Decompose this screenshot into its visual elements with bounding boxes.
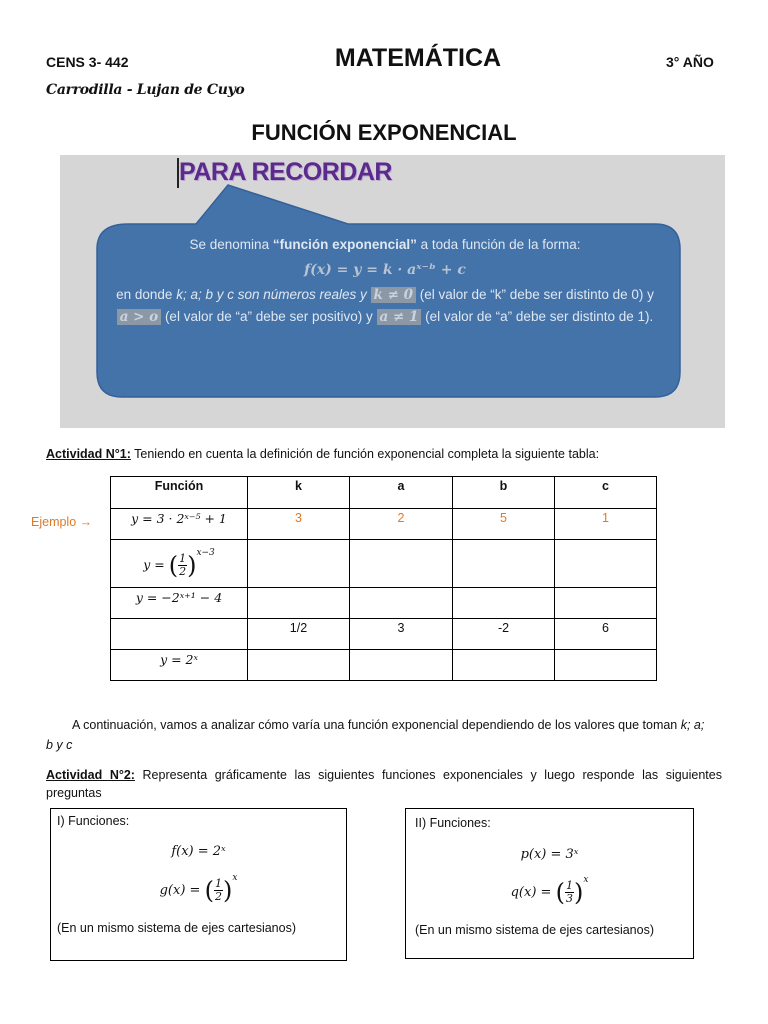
subject-title: MATEMÁTICA (334, 44, 502, 72)
c-cell[interactable] (555, 588, 657, 619)
box1-function-g: g(x) = ( $\frac{1}{2}$ )$^x$ (159, 873, 238, 905)
k-cell: 3 (248, 509, 350, 540)
table-row (111, 540, 657, 588)
school-location: Carrodilla - Lujan de Cuyo (46, 82, 245, 98)
header-a: a (350, 477, 453, 509)
speech-bubble (0, 0, 768, 430)
table-row (111, 509, 657, 540)
intro-paragraph: A continuación, vamos a analizar cómo varía una función exponencial dependiendo de los valores que toman k; a; b y c (46, 718, 705, 752)
box2-function-q: q(x) = ( $\frac{1}{3}$ )$^x$ (510, 875, 589, 907)
b-cell: -2 (453, 619, 555, 650)
a-cell[interactable] (350, 650, 453, 681)
definition-text: Se denomina “función exponencial” a toda función de la forma: f(x) = y = k · aˣ⁻ᵇ + c en donde k; a; b y c son números reales y k ≠ 0 (el valor de “k” debe ser distinto de 0) y a > o (el valor de “a” debe ser positivo) y a ≠ 1 (el valor de “a” debe ser distinto de 1). (110, 234, 660, 328)
condition-k: k ≠ 0 (371, 287, 416, 303)
table-header-row (111, 477, 657, 509)
a-cell: 2 (350, 509, 453, 540)
box2-function-p: p(x) = 3ˣ (520, 847, 579, 862)
box1-title: I) Funciones: (57, 814, 130, 828)
exponential-table (110, 476, 657, 681)
condition-a-not-one: a ≠ 1 (377, 309, 422, 325)
c-cell[interactable] (555, 540, 657, 588)
example-label: Ejemplo → (31, 515, 93, 529)
header-c: c (555, 477, 657, 509)
condition-a-positive: a > o (117, 309, 161, 325)
header-b: b (453, 477, 555, 509)
general-formula: f(x) = y = k · aˣ⁻ᵇ + c (304, 262, 466, 278)
b-cell[interactable] (453, 588, 555, 619)
k-cell[interactable] (248, 540, 350, 588)
k-cell[interactable] (248, 650, 350, 681)
c-cell: 6 (555, 619, 657, 650)
function-cell: y = 2ˣ (111, 650, 248, 681)
school-code: CENS 3- 442 (46, 54, 129, 70)
box2-note: (En un mismo sistema de ejes cartesianos) (415, 923, 654, 937)
a-cell[interactable] (350, 588, 453, 619)
activity1-statement: Actividad N°1: Teniendo en cuenta la definición de función exponencial completa la siguiente tabla: (46, 447, 600, 461)
table-row (111, 619, 657, 650)
functions-box-1 (50, 808, 347, 961)
b-cell: 5 (453, 509, 555, 540)
box1-function-f: f(x) = 2ˣ (171, 844, 226, 859)
c-cell[interactable] (555, 650, 657, 681)
functions-box-2 (405, 808, 694, 959)
page-title: FUNCIÓN EXPONENCIAL (251, 120, 517, 145)
b-cell[interactable] (453, 650, 555, 681)
box1-note: (En un mismo sistema de ejes cartesianos) (57, 921, 296, 935)
c-cell: 1 (555, 509, 657, 540)
a-cell[interactable] (350, 540, 453, 588)
header-function: Función (111, 477, 248, 509)
grade-label: 3° AÑO (666, 54, 714, 70)
table-row (111, 588, 657, 619)
recall-heading: PARA RECORDAR (179, 158, 392, 186)
function-cell: y = −2ˣ⁺¹ − 4 (111, 588, 248, 619)
a-cell: 3 (350, 619, 453, 650)
activity2-statement: Actividad N°2: Representa gráficamente las siguientes funciones exponenciales y luego responde las siguientes preguntas (46, 768, 722, 800)
function-cell: y = ( $\frac{1}{2}$ )$^{x-3}$ (111, 540, 248, 588)
table-row (111, 650, 657, 681)
function-cell[interactable] (111, 619, 248, 650)
box2-title: II) Funciones: (415, 816, 491, 830)
b-cell[interactable] (453, 540, 555, 588)
k-cell: 1/2 (248, 619, 350, 650)
k-cell[interactable] (248, 588, 350, 619)
function-cell: y = 3 · 2ˣ⁻⁵ + 1 (111, 509, 248, 540)
header-k: k (248, 477, 350, 509)
